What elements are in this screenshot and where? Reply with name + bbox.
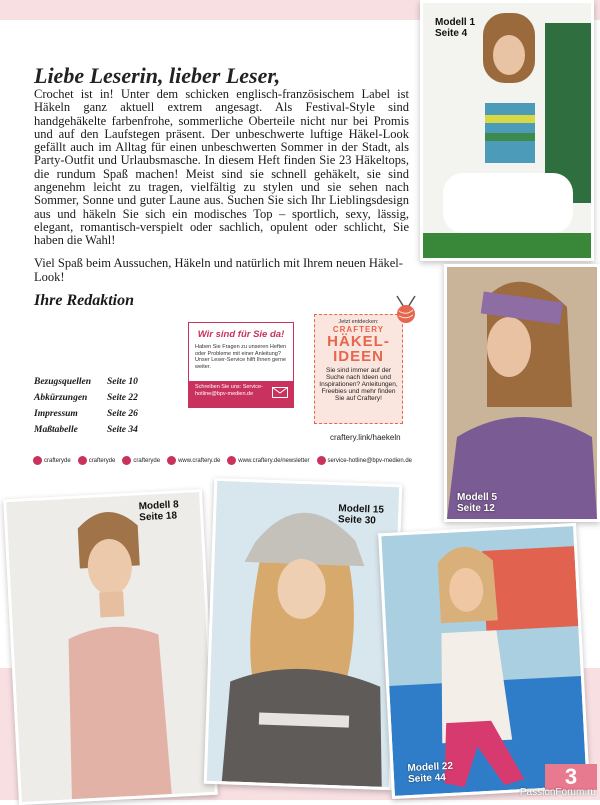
index-label: Impressum <box>34 409 78 419</box>
page-number: 3 <box>545 764 597 790</box>
photo-5-caption <box>457 492 497 514</box>
photo-5-model: Modell 5 <box>457 492 498 503</box>
closing-text: Viel Spaß beim Aussuchen, Häkeln und natürlich mit Ihrem neuen Häkel-Look! <box>34 256 403 284</box>
index-row[interactable] <box>34 409 138 425</box>
social-item[interactable] <box>122 456 160 465</box>
social-item[interactable] <box>78 456 116 465</box>
craftery-brand: CRAFTERY <box>332 325 385 334</box>
model-photo-1-image <box>423 3 591 258</box>
signature: Ihre Redaktion <box>34 292 135 309</box>
pinterest-icon <box>122 456 131 465</box>
index-list <box>34 377 138 441</box>
page-headline: Liebe Leserin, lieber Leser, <box>34 63 281 88</box>
yarn-ball-icon <box>391 294 421 324</box>
social-label: crafteryde <box>88 457 116 464</box>
photo-22-model: Modell 22 <box>407 760 454 775</box>
social-item[interactable] <box>317 456 412 465</box>
photo-8-caption <box>138 499 179 523</box>
mail-icon <box>227 456 236 465</box>
photo-15-model: Modell 15 <box>338 503 385 516</box>
photo-5-page: Seite 12 <box>457 503 495 514</box>
social-label: www.craftery.de/newsletter <box>238 457 310 464</box>
model-photo-8 <box>3 489 218 805</box>
model-photo-22-image <box>381 526 586 796</box>
photo-1-page: Seite 4 <box>435 28 468 39</box>
at-icon <box>317 456 326 465</box>
model-photo-15 <box>204 478 403 790</box>
photo-22-caption <box>407 761 454 785</box>
index-page: Seite 26 <box>107 409 138 419</box>
model-photo-5-image <box>447 267 597 519</box>
index-row[interactable] <box>34 425 138 441</box>
index-page: Seite 10 <box>107 377 138 387</box>
index-label: Bezugsquellen <box>34 377 92 387</box>
social-item[interactable] <box>33 456 71 465</box>
craftery-box <box>314 314 403 424</box>
photo-8-model: Modell 8 <box>138 499 179 513</box>
craftery-link[interactable]: craftery.link/haekeln <box>330 433 401 442</box>
craftery-title-2: IDEEN <box>333 348 384 365</box>
instagram-icon <box>78 456 87 465</box>
index-label: Maßtabelle <box>34 425 78 435</box>
intro-text: Crochet ist in! Unter dem schicken englisch-französischem Label ist Häkeln ganz aktuell extrem angesagt. Als Festival-Style sind handgehäkelte farbenfrohe, sommerliche Oberteile nicht nur bei Promis und auf den Laufstegen präsent. Der unbeschwerte luftige Häkel-Look gefällt auch im Alltag für einen unbeschwerten Sommer in der Stadt, als Party-Outfit und Urlaubsmasche. In diesem Heft finden Sie 23 Häkeltops, die rundum Spaß machen! Meist sind sie schnell gehäkelt, sie sind angenehm leicht zu tragen, vielfältig zu stylen und sie sehen nach Sommer, Sonne und guter Laune aus. Suchen Sie sich Ihr Lieblingsdesign aus und häkeln Sie sich ein modisches Top – sportlich, sexy, lässig, elegant, romantisch-verspielt oder sachlich, opulent oder schlicht, Sie haben die Wahl! <box>34 87 409 248</box>
index-page: Seite 22 <box>107 393 138 403</box>
model-photo-5 <box>444 264 600 522</box>
social-bar <box>33 456 419 465</box>
photo-22-page: Seite 44 <box>407 772 447 786</box>
index-row[interactable] <box>34 377 138 393</box>
social-label: service-hotline@bpv-medien.de <box>327 457 413 464</box>
watermark: PassionForum.ru <box>519 787 596 798</box>
facebook-icon <box>33 456 42 465</box>
service-body: Haben Sie Fragen zu unseren Heften oder Probleme mit einer Anleitung? Unser Leser-Service hilft Ihnen gerne weiter. <box>195 344 287 370</box>
photo-1-caption <box>435 17 475 39</box>
model-photo-1 <box>420 0 594 261</box>
service-footer[interactable] <box>189 381 293 407</box>
photo-1-model: Modell 1 <box>435 17 476 28</box>
photo-15-caption <box>338 503 384 527</box>
social-item[interactable] <box>167 456 220 465</box>
globe-icon <box>167 456 176 465</box>
photo-15-page: Seite 30 <box>337 514 376 527</box>
craftery-desc: Sie sind immer auf der Suche nach Ideen und Inspirationen? Anleitungen, Freebies und mehr finden Sie auf Craftery! <box>319 367 398 402</box>
service-footer-text: Schreiben Sie uns: Service-hotline@bpv-medien.de <box>195 384 263 397</box>
social-label: crafteryde <box>133 457 161 464</box>
social-item[interactable] <box>227 456 309 465</box>
index-row[interactable] <box>34 393 138 409</box>
service-title: Wir sind für Sie da! <box>197 329 285 340</box>
model-photo-8-image <box>6 492 214 802</box>
craftery-kicker: Jetzt entdecken: <box>338 319 379 325</box>
social-label: crafteryde <box>44 457 71 464</box>
envelope-icon <box>272 387 288 398</box>
index-label: Abkürzungen <box>34 393 88 403</box>
service-box <box>188 322 294 408</box>
photo-8-page: Seite 18 <box>138 510 178 524</box>
craftery-title-1: HÄKEL- <box>327 333 390 350</box>
model-photo-22 <box>378 523 590 799</box>
index-page: Seite 34 <box>107 425 138 435</box>
social-label: www.craftery.de <box>178 457 221 464</box>
model-photo-15-image <box>207 481 399 787</box>
